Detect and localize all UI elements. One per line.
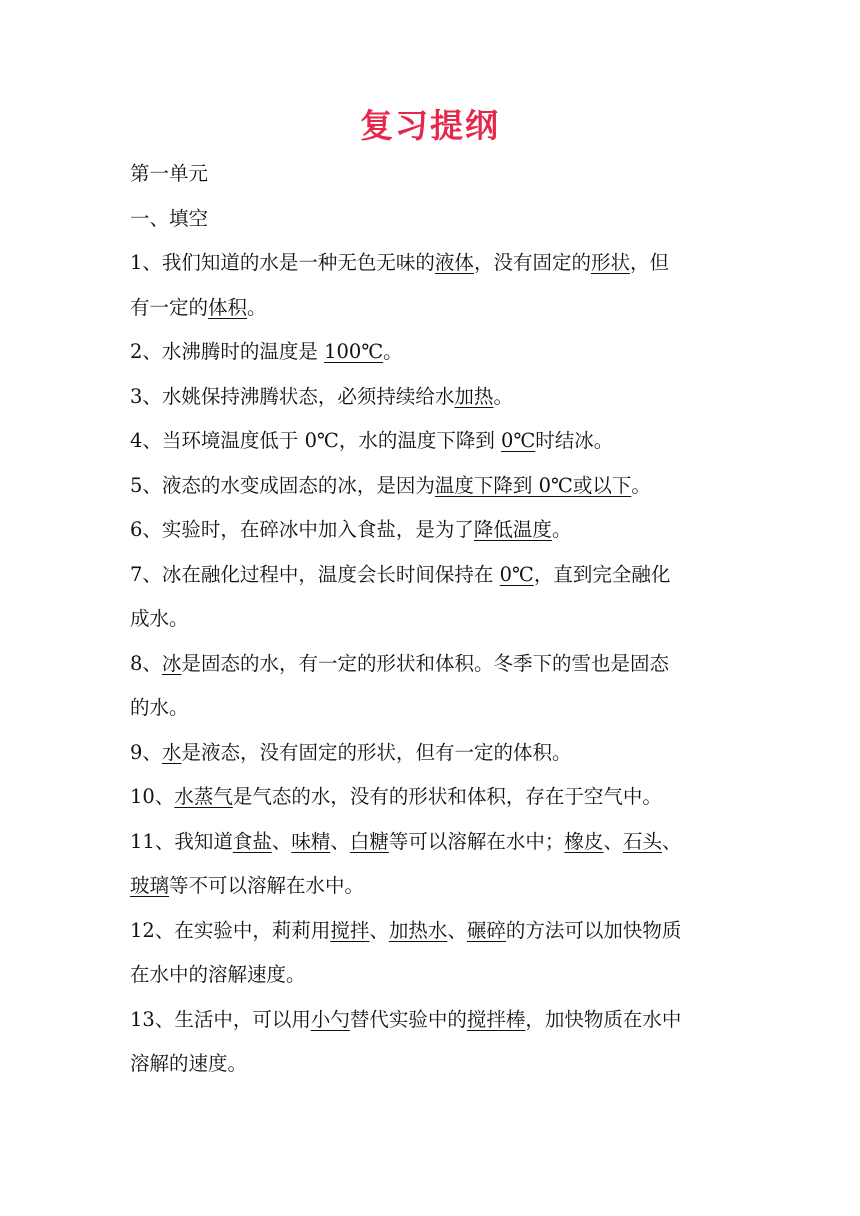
text-line (130, 419, 736, 464)
text-line (130, 464, 736, 509)
text-segment: 第一单元 (130, 162, 209, 185)
text-line (130, 508, 736, 553)
text-segment: 9、 (130, 740, 162, 764)
text-segment: ，加快物质在水中 (525, 1007, 682, 1031)
underlined-answer: 橡皮 (564, 829, 604, 853)
underlined-answer: 白糖 (349, 829, 389, 853)
document-body (130, 152, 736, 1087)
underlined-answer: 冰 (161, 651, 182, 675)
text-segment: 替代实验中的 (349, 1007, 467, 1031)
underlined-answer: 温度下降到 0℃或以下 (434, 473, 632, 497)
text-segment: 13、生活中，可以用 (130, 1007, 311, 1031)
text-line (130, 286, 736, 331)
text-segment: 是液态，没有固定的形状，但有一定的体积。 (181, 740, 572, 764)
text-segment: 。 (493, 384, 513, 408)
underlined-answer: 玻璃 (130, 874, 170, 897)
underlined-answer: 形状 (590, 251, 630, 274)
underlined-answer: 味精 (291, 829, 331, 853)
text-line (130, 375, 736, 420)
text-segment: 12、在实验中，莉莉用 (130, 918, 331, 942)
text-line (130, 642, 736, 687)
text-line (130, 953, 736, 998)
text-segment: ，直到完全融化 (533, 562, 671, 586)
text-segment: 5、液态的水变成固态的冰，是因为 (130, 473, 435, 497)
text-segment: 8、 (130, 651, 162, 675)
text-segment: 3、水姚保持沸腾状态，必须持续给水 (130, 384, 455, 408)
underlined-answer: 水蒸气 (174, 785, 233, 808)
underlined-answer: 0℃ (501, 429, 536, 452)
text-segment: 10、 (130, 785, 175, 808)
text-line (130, 197, 736, 242)
underlined-answer: 食盐 (232, 829, 272, 853)
underlined-answer: 搅拌棒 (466, 1007, 526, 1031)
text-segment: 、 (330, 829, 350, 853)
underlined-answer: 100℃ (324, 340, 384, 363)
underlined-answer: 水 (161, 740, 182, 764)
text-segment: 、 (271, 829, 292, 853)
text-segment: 、 (661, 829, 682, 853)
underlined-answer: 碾碎 (466, 918, 506, 942)
underlined-answer: 加热水 (388, 918, 448, 942)
text-line (130, 152, 736, 197)
document-title: 复习提纲 (360, 106, 500, 145)
text-segment: ，但 (629, 251, 669, 274)
text-segment: 、 (369, 918, 389, 942)
underlined-answer: 液体 (434, 251, 474, 274)
text-segment: 11、我知道 (130, 829, 233, 853)
text-segment: 。 (631, 473, 651, 497)
text-line (130, 909, 736, 954)
text-segment: 的方法可以加快物质 (505, 918, 682, 942)
text-segment: 是固态的水，有一定的形状和体积。冬季下的雪也是固态 (181, 651, 669, 675)
text-segment: 等不可以溶解在水中。 (169, 874, 365, 897)
text-segment: 等可以溶解在水中； (388, 829, 565, 853)
text-segment: 1、我们知道的水是一种无色无味的 (130, 251, 435, 274)
text-segment: 有一定的 (130, 295, 209, 319)
text-line (130, 998, 736, 1043)
text-segment: 。 (551, 518, 572, 541)
underlined-answer: 搅拌 (330, 918, 370, 942)
underlined-answer: 石头 (622, 829, 662, 853)
text-line (130, 597, 736, 642)
underlined-answer: 体积 (208, 295, 248, 319)
underlined-answer: 小勺 (310, 1007, 350, 1031)
text-segment: 、 (603, 829, 623, 853)
text-segment: 是气态的水，没有的形状和体积，存在于空气中。 (232, 785, 662, 808)
text-line (130, 775, 736, 820)
text-segment: 时结冰。 (535, 429, 614, 452)
text-segment: 一、填空 (130, 206, 209, 230)
text-line (130, 820, 736, 865)
text-line (130, 330, 736, 375)
text-segment: 、 (447, 918, 467, 942)
text-segment: 成水。 (130, 607, 189, 630)
underlined-answer: 加热 (454, 384, 494, 408)
text-line (130, 864, 736, 909)
text-line (130, 686, 736, 731)
text-segment: 。 (247, 295, 267, 319)
text-segment: 4、当环境温度低于 0℃，水的温度下降到 (130, 429, 502, 452)
text-segment: 的水。 (130, 696, 189, 719)
text-line (130, 241, 736, 286)
text-segment: 溶解的速度。 (130, 1052, 248, 1075)
text-segment: 在水中的溶解速度。 (130, 963, 306, 986)
text-segment: 6、实验时，在碎冰中加入食盐，是为了 (130, 518, 474, 541)
underlined-answer: 0℃ (499, 562, 534, 586)
text-line (130, 1042, 736, 1087)
underlined-answer: 降低温度 (473, 518, 552, 541)
text-line (130, 731, 736, 776)
text-segment: 。 (383, 340, 403, 363)
text-line (130, 553, 736, 598)
text-segment: 7、冰在融化过程中，温度会长时间保持在 (130, 562, 500, 586)
text-segment: 2、水沸腾时的温度是 (130, 340, 325, 363)
text-segment: ，没有固定的 (473, 251, 591, 274)
